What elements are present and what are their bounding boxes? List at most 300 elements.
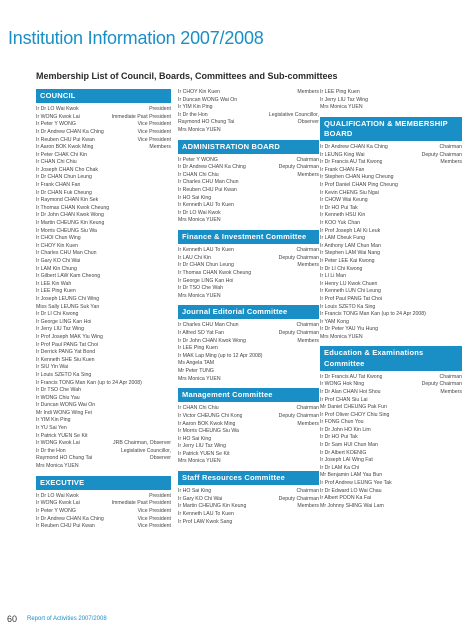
member-row	[178, 519, 319, 527]
member-row	[320, 465, 462, 473]
member-row	[36, 106, 171, 114]
member-row	[36, 159, 171, 167]
member-name: Ir LEUNG King Wai	[320, 151, 365, 158]
member-name: Ir FONG Chun You	[320, 419, 364, 426]
member-role: JRB Chairman, Observer	[113, 440, 171, 447]
member-role	[460, 465, 462, 473]
member-name: Ir CHOY Kin Kuen	[36, 242, 78, 249]
member-name: Mrs Monica YUEN	[320, 333, 363, 340]
member-row	[36, 266, 171, 274]
member-role	[169, 205, 171, 213]
member-name: Ir Albert POON Ka Fai	[320, 495, 372, 502]
member-row	[36, 281, 171, 289]
member-name: Ir Peter CHAK Chi Kin	[36, 151, 88, 158]
member-role	[460, 304, 462, 312]
member-role: Observer	[149, 455, 171, 462]
column-2	[178, 89, 319, 526]
member-row	[36, 152, 171, 160]
member-row	[36, 349, 171, 357]
member-name: Ir Morris CHEUNG Siu Wa	[36, 227, 97, 234]
member-row	[320, 152, 462, 160]
member-name: Mr Johnny SHING Wai Lam	[320, 502, 384, 509]
member-row	[36, 250, 171, 258]
member-name: Ir Martin CHEUNG Kin Keung	[178, 503, 247, 510]
member-row	[178, 413, 319, 421]
member-role: Deputy Chairman	[278, 254, 319, 261]
member-role: Vice President	[137, 121, 171, 128]
member-name: Ir Charles CHU Man Chun	[178, 322, 239, 329]
member-name: Ir Kenneth SHE Siu Kuen	[36, 356, 95, 363]
member-role	[460, 190, 462, 198]
section-subtitle: Membership List of Council, Boards, Committees and Sub-committees	[36, 71, 338, 81]
member-row	[320, 97, 462, 105]
member-role	[460, 319, 462, 327]
member-row	[36, 304, 171, 312]
member-name: Ir Dr CHAN Fuk Cheung	[36, 189, 92, 196]
member-name: Ir Prof CHAN Siu Lai	[320, 396, 368, 403]
member-row	[178, 503, 319, 511]
member-role: Chairman	[296, 322, 319, 329]
member-row	[320, 212, 462, 220]
member-name: Ir WONG Kwok Lai	[36, 500, 80, 507]
member-name: Raymond HO Chung Tai	[36, 455, 93, 462]
member-role	[317, 179, 319, 187]
member-name: Ir LEE Ping Kuen	[320, 89, 360, 95]
member-row	[178, 511, 319, 519]
member-name: Ir LAU Chi Kin	[178, 254, 211, 261]
member-row	[36, 417, 171, 425]
member-role	[169, 159, 171, 167]
member-role	[169, 243, 171, 251]
member-name: Mrs Monica YUEN	[178, 292, 221, 299]
member-role	[317, 353, 319, 361]
member-name: Ir George LING Kan Hoi	[178, 277, 234, 284]
member-name: Ir CHAN Chi Chiu	[178, 171, 219, 178]
member-row	[178, 247, 319, 255]
member-role	[460, 228, 462, 236]
member-row	[320, 228, 462, 236]
member-row	[320, 104, 462, 112]
member-name: Ir Duncan WONG Wai On	[36, 402, 96, 409]
member-name: Ir Kevin CHENG Siu Ngai	[320, 189, 379, 196]
member-row	[36, 129, 171, 137]
member-row	[320, 220, 462, 228]
member-row	[36, 258, 171, 266]
member-name: Ir Louis SZETO Ka Sing	[320, 303, 376, 310]
member-row	[36, 395, 171, 403]
member-role	[169, 152, 171, 160]
member-name: Ir YU Sai Yen	[36, 425, 67, 432]
member-role: Members	[297, 171, 319, 178]
member-role	[169, 235, 171, 243]
member-role	[460, 488, 462, 496]
member-row	[178, 451, 319, 459]
member-role	[169, 433, 171, 441]
member-row	[320, 319, 462, 327]
member-name: Ir Jerry LIU Tsz Wing	[320, 96, 369, 103]
member-name: Ir CHOI Chun Wing	[36, 235, 81, 242]
member-row	[178, 164, 319, 172]
member-row	[178, 443, 319, 451]
member-role	[169, 357, 171, 365]
member-name: Ir Dr Andrew CHAN Ka Ching	[36, 128, 104, 135]
member-role	[317, 519, 319, 527]
member-row	[36, 440, 171, 448]
member-row	[320, 450, 462, 458]
member-name: Mrs Monica YUEN	[36, 463, 79, 470]
member-name: Ir Stephen LAM Wai Nang	[320, 250, 381, 257]
member-name: Ir KOO Yuk Chan	[320, 219, 360, 226]
member-row	[36, 387, 171, 395]
member-row	[320, 266, 462, 274]
member-role	[317, 458, 319, 466]
member-role: Deputy Chairman	[278, 164, 319, 171]
member-row	[178, 172, 319, 180]
member-name: Ir Patrick YUEN Se Kit	[36, 432, 88, 439]
member-name: Ir Dr Alan CHAN Hoi Shou	[320, 388, 381, 395]
footer-label: Report of Activities 2007/2008	[27, 616, 107, 622]
member-row	[320, 250, 462, 258]
member-role	[460, 442, 462, 450]
member-row	[178, 157, 319, 165]
member-row	[36, 455, 171, 463]
member-row	[36, 296, 171, 304]
member-role	[169, 190, 171, 198]
member-name: Ir Prof LAW Kwok Sang	[178, 518, 233, 525]
member-row	[320, 334, 462, 342]
member-name: Ir CHOY Kin Kuen	[178, 89, 220, 95]
member-name: Ir Dr TSO Che Wah	[178, 285, 223, 292]
member-row	[36, 372, 171, 380]
member-row	[178, 496, 319, 504]
member-name: Ir Gary KO Chi Wai	[36, 258, 81, 264]
member-role	[317, 368, 319, 376]
member-name: Ir Joseph LAI Wing Fat	[320, 457, 373, 464]
member-row	[320, 182, 462, 190]
member-row	[178, 428, 319, 436]
member-name: Ir Joseph LEUNG Chi Wing	[36, 295, 100, 302]
member-role	[317, 217, 319, 225]
member-row	[320, 144, 462, 152]
member-row	[36, 425, 171, 433]
member-name: Ir Dr LI Chi Kwong	[36, 311, 79, 318]
member-row	[36, 121, 171, 129]
member-row	[36, 190, 171, 198]
member-name: Ir Gary KO Chi Wai	[178, 495, 223, 502]
section-heading: Journal Editorial Committee	[178, 305, 319, 319]
member-role	[169, 372, 171, 380]
member-role	[317, 345, 319, 353]
member-row	[36, 433, 171, 441]
member-name: Ir Dr LO Wai Kwok	[36, 106, 79, 113]
member-role	[460, 288, 462, 296]
member-role	[317, 187, 319, 195]
member-name: Ir Prof Oliver CHOY Chiu Sing	[320, 411, 390, 418]
member-row	[178, 262, 319, 270]
member-row	[36, 334, 171, 342]
member-name: Ir Dr LO Wai Kwok	[36, 492, 79, 499]
member-name: Ir WONG Kwok Lai	[36, 440, 80, 447]
member-role	[317, 127, 319, 135]
member-name: Ir Dr CHAN Chun Leung	[178, 262, 234, 269]
member-name: Ir LI Li Man	[320, 273, 346, 280]
member-name: Ir Morris CHEUNG Siu Wa	[178, 428, 239, 435]
member-row	[178, 187, 319, 195]
member-role	[169, 326, 171, 334]
member-name: Ir CHAN Chi Chiu	[178, 405, 219, 412]
section-heading: COUNCIL	[36, 89, 171, 103]
member-name: Ir Dr LI Chi Kwong	[320, 265, 363, 272]
member-name: Ir Reuben CHU Pui Kwan	[36, 523, 95, 530]
member-name: Ir George LING Kan Hoi	[36, 318, 92, 325]
section-heading: EXECUTIVE	[36, 476, 171, 490]
member-role	[317, 285, 319, 293]
member-name: Ir HO Sai King	[178, 488, 212, 495]
member-name: Ir Dr Albert KOENIG	[320, 449, 367, 456]
member-role	[317, 202, 319, 210]
member-row	[178, 322, 319, 330]
member-row	[320, 404, 462, 412]
member-name: Ir Dr TSO Che Wah	[36, 387, 81, 394]
member-role: Chairman	[296, 488, 319, 495]
member-name: Mrs Monica YUEN	[178, 458, 221, 465]
member-role: Legislative Councillor,	[268, 111, 319, 118]
member-name: Ir Dr CHAN Chun Leung	[36, 174, 92, 181]
member-row	[320, 480, 462, 488]
member-role: Chairman	[296, 405, 319, 412]
member-row	[178, 179, 319, 187]
member-role	[460, 273, 462, 281]
member-row	[320, 472, 462, 480]
member-role	[460, 450, 462, 458]
member-row	[36, 448, 171, 456]
member-role: Immediate Past President	[111, 500, 171, 507]
member-row	[36, 144, 171, 152]
section-heading: Finance & Investment Committee	[178, 230, 319, 244]
member-role: Members	[440, 159, 462, 166]
member-role	[460, 503, 462, 511]
member-row	[178, 195, 319, 203]
member-name: Ir CHOW Wai Keung	[320, 197, 368, 204]
member-name: Ir Frank CHAN Fan	[320, 166, 365, 173]
member-row	[36, 205, 171, 213]
member-row	[36, 342, 171, 350]
member-name: Mr Peter TUNG	[178, 368, 214, 374]
member-name: Ir Peter Y WONG	[36, 507, 76, 514]
member-role	[460, 397, 462, 405]
member-name: Ir LEE Kin Wah	[36, 280, 72, 287]
column-3	[320, 89, 462, 510]
member-row	[178, 217, 319, 225]
member-row	[178, 270, 319, 278]
member-name: Ir Dr HO Pui Tak	[320, 204, 358, 211]
member-role: Vice President	[137, 136, 171, 143]
member-name: Ir Duncan WONG Wai On	[178, 96, 238, 103]
member-row	[320, 304, 462, 312]
member-role: President	[149, 106, 171, 113]
member-name: Ir LEE Ping Kuen	[36, 288, 76, 295]
member-role	[169, 266, 171, 274]
member-role	[317, 428, 319, 436]
member-role	[169, 380, 171, 388]
member-row	[320, 412, 462, 420]
member-role	[169, 182, 171, 190]
member-role	[460, 427, 462, 435]
member-role: Members	[149, 144, 171, 151]
member-row	[36, 182, 171, 190]
member-row	[178, 338, 319, 346]
member-role	[460, 296, 462, 304]
member-name: Mr Indi WONG Wing Fei	[36, 409, 92, 416]
member-row	[320, 273, 462, 281]
member-role	[169, 212, 171, 220]
member-row	[178, 202, 319, 210]
member-row	[320, 190, 462, 198]
member-role: Observer	[297, 119, 319, 126]
member-name: Ir Gilbert LAW Kam Cheong	[36, 273, 101, 280]
member-name: Ir Patrick YUEN Se Kit	[178, 450, 230, 457]
member-row	[36, 228, 171, 236]
member-role	[317, 270, 319, 278]
member-row	[320, 389, 462, 397]
member-name: Ir Stephen CHAN Hung Cheung	[320, 174, 394, 181]
member-row	[36, 493, 171, 501]
member-name: Ir Prof Joseph MAK Yiu Wing	[36, 333, 103, 340]
member-name: Ir HO Sai King	[178, 194, 212, 201]
member-role	[460, 266, 462, 274]
member-role	[169, 288, 171, 296]
member-role	[317, 443, 319, 451]
member-role	[460, 326, 462, 334]
member-role	[317, 511, 319, 519]
member-name: Ir Prof Joseph LAI Ki Leuk	[320, 227, 381, 234]
member-row	[36, 380, 171, 388]
member-role	[460, 212, 462, 220]
member-name: Ir Dr Sam HUI Chun Man	[320, 442, 378, 449]
member-row	[36, 273, 171, 281]
member-name: Ir Thomas CHAN Kwok Cheung	[36, 204, 110, 211]
member-role	[317, 104, 319, 112]
member-name: Mrs Monica YUEN	[178, 217, 221, 224]
member-name: Ir Anthony LAM Chun Man	[320, 242, 381, 249]
member-row	[178, 330, 319, 338]
member-name: Ir Dr John CHAN Kwok Wong	[36, 212, 104, 219]
section-heading: Education & Examinations Committee	[320, 346, 462, 370]
section-heading: ADMINISTRATION BOARD	[178, 140, 319, 154]
member-name: Ir Francis TONG Man Kan (up to 24 Apr 2008)	[36, 379, 142, 386]
member-name: Ir Prof Paul PANG Tat Choi	[320, 295, 383, 302]
member-row	[36, 357, 171, 365]
member-row	[320, 258, 462, 266]
member-row	[36, 516, 171, 524]
member-name: Mr Benjamin LAM Yau Bun	[320, 472, 383, 479]
member-row	[36, 326, 171, 334]
member-name: Mrs Monica YUEN	[178, 375, 221, 382]
member-role	[169, 174, 171, 182]
member-name: Ir Aaron BOK Kwok Ming	[178, 420, 236, 427]
member-role	[317, 293, 319, 301]
member-role: Vice President	[137, 128, 171, 135]
member-role	[169, 220, 171, 228]
member-name: Ir Aaron BOK Kwok Ming	[36, 144, 94, 151]
member-role: Immediate Past President	[111, 113, 171, 120]
member-role: Members	[297, 262, 319, 269]
member-row	[178, 97, 319, 105]
member-role	[460, 89, 462, 97]
member-role	[317, 360, 319, 368]
page-title: Institution Information 2007/2008	[8, 28, 264, 48]
member-role	[169, 342, 171, 350]
member-role: Deputy Chairman	[421, 151, 462, 158]
member-name: Mrs Monica YUEN	[320, 104, 363, 111]
member-role	[460, 472, 462, 480]
member-row	[178, 293, 319, 301]
member-row	[320, 434, 462, 442]
member-role: Chairman	[296, 247, 319, 254]
member-name: Ir HO Sai King	[178, 435, 212, 442]
member-name: Ir LAM Cheuk Fung	[320, 235, 365, 242]
member-name: Ir Peter Y WONG	[178, 156, 218, 163]
member-role: Members	[297, 420, 319, 427]
member-row	[178, 255, 319, 263]
member-name: Ir Raymond CHAN Kin Sek	[36, 197, 99, 204]
member-role	[169, 258, 171, 266]
member-row	[320, 503, 462, 511]
member-name: Ir Prof Daniel CHAN Ping Cheung	[320, 182, 398, 188]
member-row	[320, 374, 462, 382]
column-1	[36, 89, 171, 531]
section-heading: QUALIFICATION & MEMBERSHIP BOARD	[320, 117, 462, 141]
member-row	[320, 457, 462, 465]
member-name: Ir Dr Francis AU Tat Kwong	[320, 373, 383, 380]
member-role	[317, 278, 319, 286]
member-role: Members	[297, 89, 319, 95]
member-row	[320, 381, 462, 389]
member-row	[178, 376, 319, 384]
member-role	[317, 436, 319, 444]
member-role	[169, 402, 171, 410]
member-row	[36, 311, 171, 319]
member-row	[36, 410, 171, 418]
member-row	[178, 405, 319, 413]
member-role	[169, 197, 171, 205]
member-role	[460, 220, 462, 228]
member-name: Ir WONG Hok Ning	[320, 381, 365, 388]
member-role	[169, 167, 171, 175]
member-name: Ir Dr Peter YAU Yiu Hung	[320, 326, 379, 333]
member-name: Ir Alfred SO Yat Fan	[178, 330, 224, 337]
member-row	[36, 212, 171, 220]
page-number: 60	[7, 614, 18, 624]
member-row	[178, 119, 319, 127]
member-name: Ir LAM Kin Chung	[36, 265, 77, 272]
member-name: Ir Francis TONG Man Kan (up to 24 Apr 2008)	[320, 311, 426, 318]
member-role: Chairman	[296, 156, 319, 163]
member-name: Ir Reuben CHU Pui Kwan	[36, 136, 95, 143]
member-role: Deputy Chairman	[278, 495, 319, 502]
member-row	[178, 458, 319, 466]
member-name: Mr Daniel CHEUNG Pak Fun	[320, 404, 387, 411]
member-name: Ir Peter Y WONG	[36, 121, 76, 128]
member-name: Ir CHAN Chi Chiu	[36, 159, 77, 166]
member-role: Deputy Chairman	[421, 381, 462, 388]
member-row	[320, 167, 462, 175]
member-name: Ir YIM Kin Ping	[36, 417, 71, 424]
member-role: Deputy Chairman	[278, 330, 319, 337]
member-role	[317, 376, 319, 384]
member-role	[460, 258, 462, 266]
member-role	[169, 349, 171, 357]
